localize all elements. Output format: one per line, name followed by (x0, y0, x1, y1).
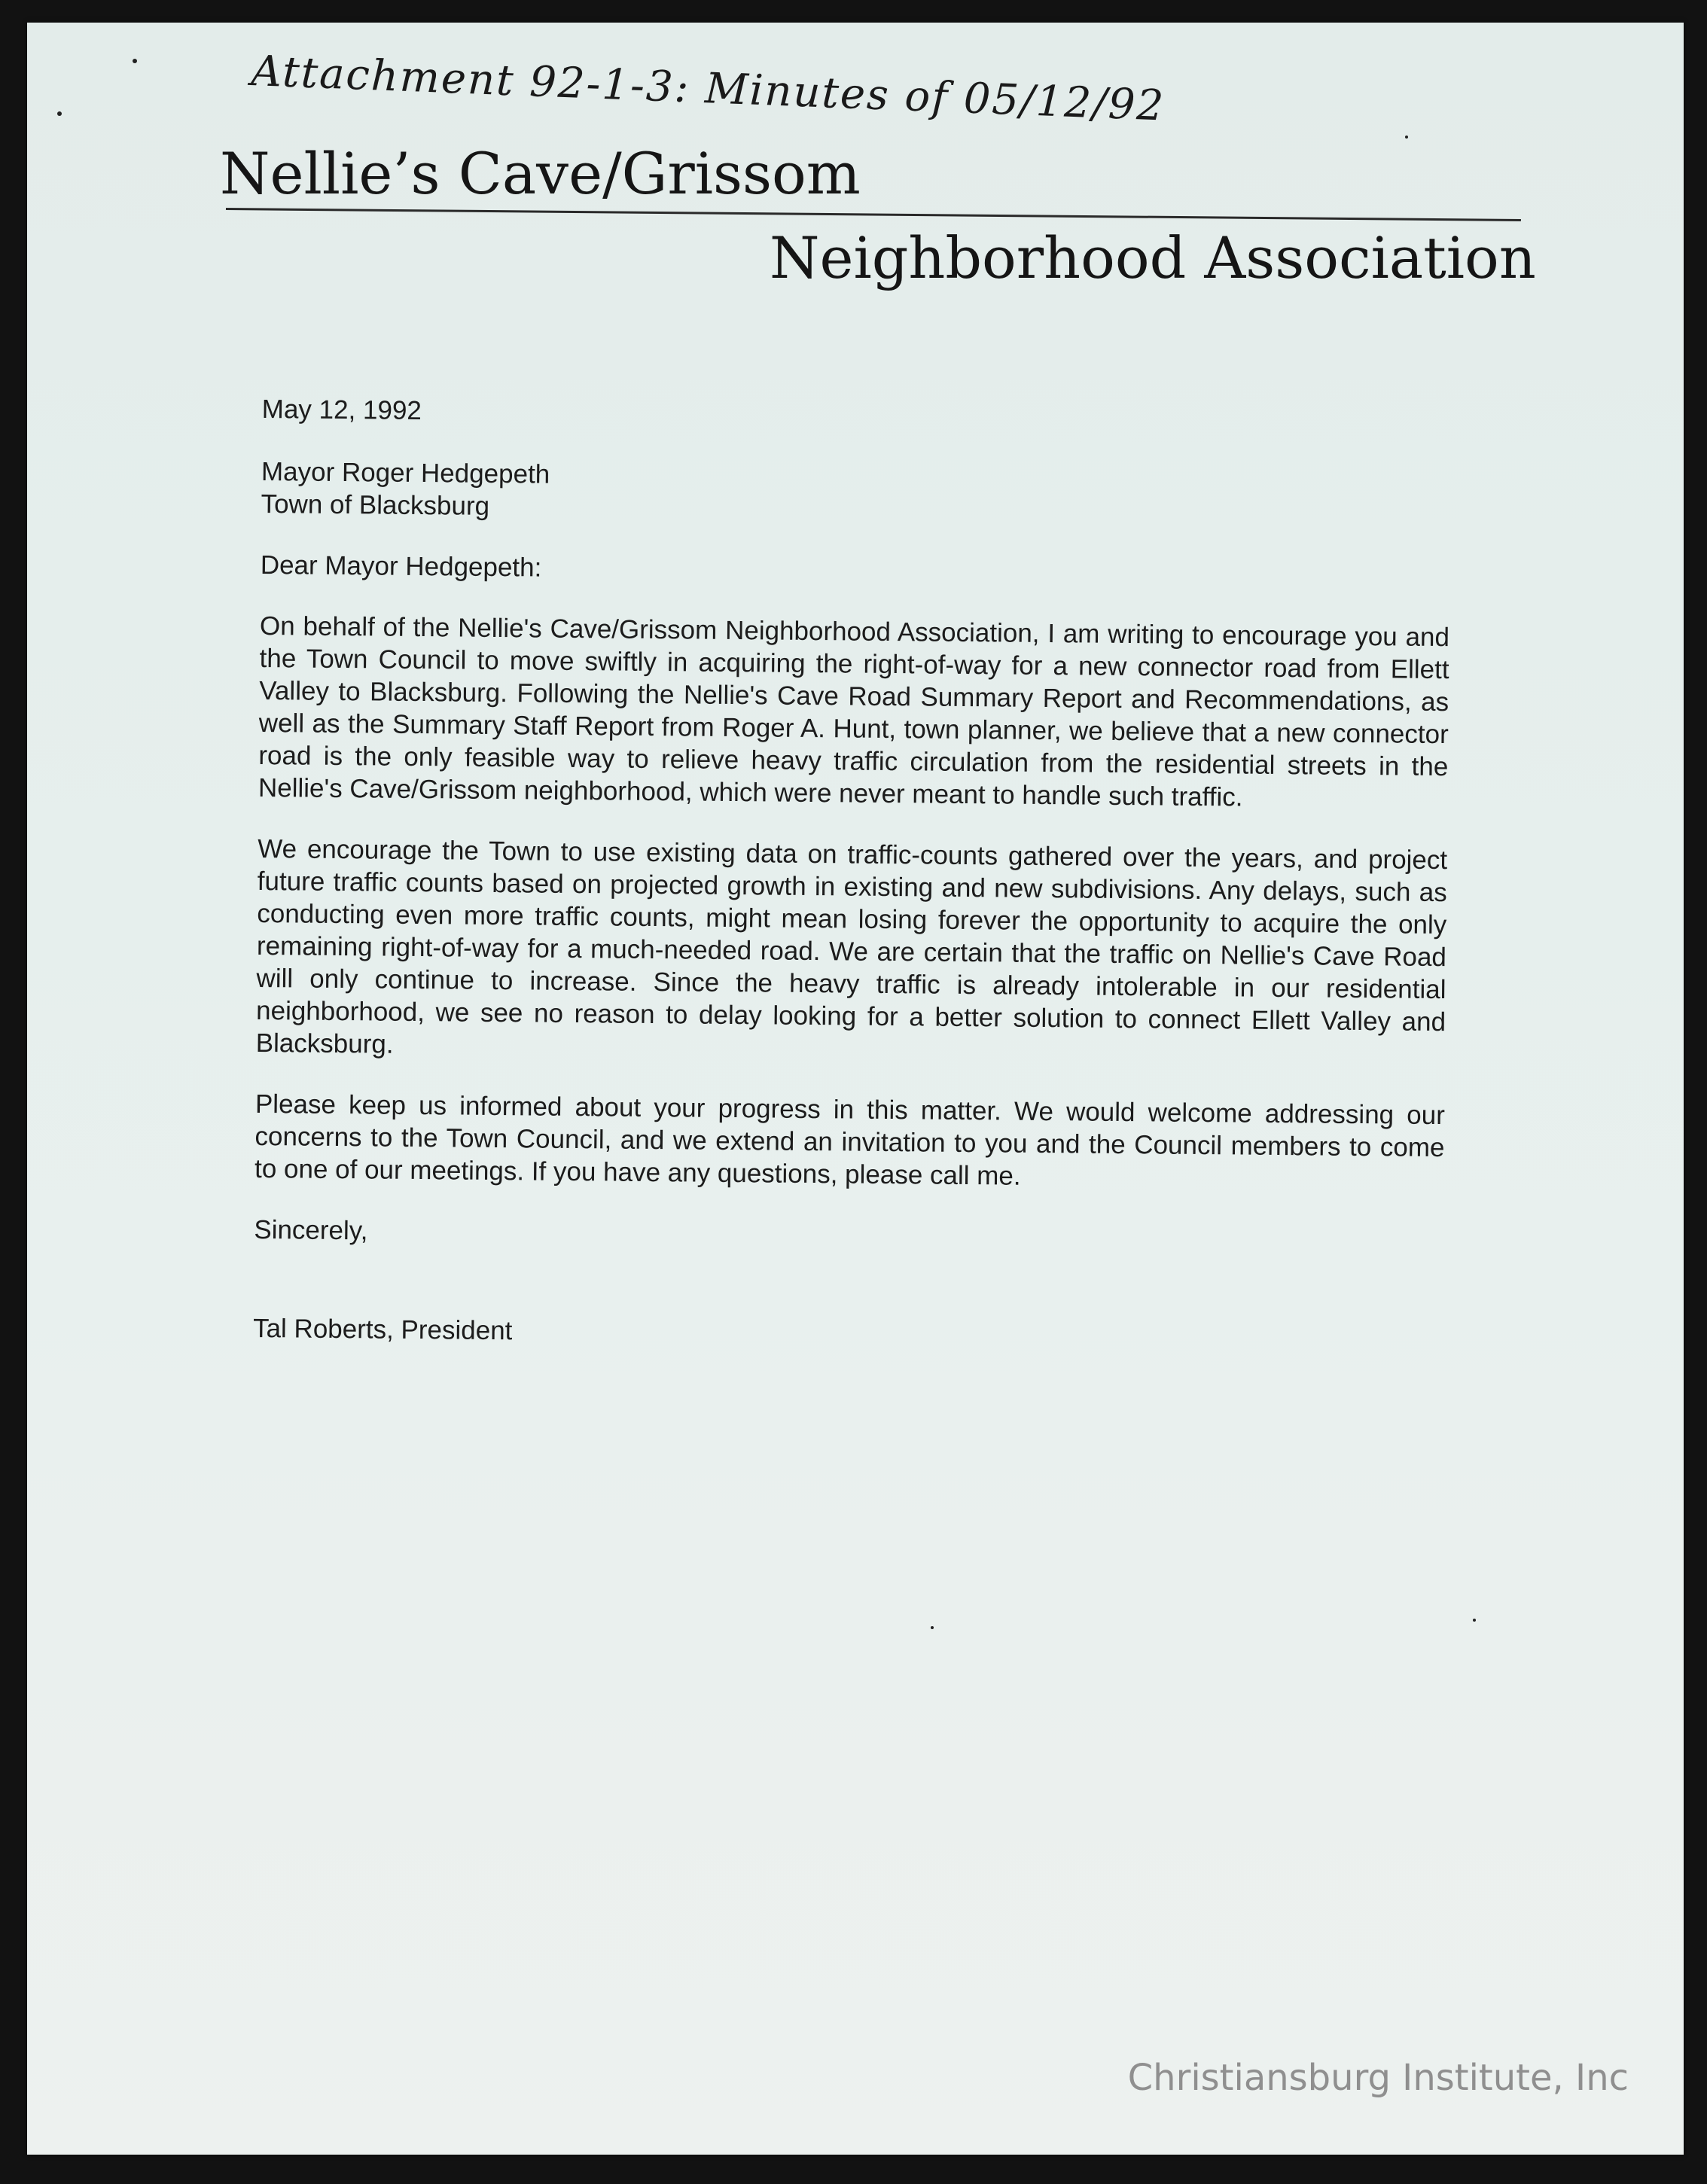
recipient-address (261, 455, 1451, 532)
letter-date: May 12, 1992 (261, 394, 422, 426)
closing: Sincerely, (254, 1214, 368, 1246)
letter-body (253, 393, 1452, 1356)
paper-speck (1405, 136, 1408, 139)
paper-speck (57, 111, 62, 116)
salutation: Dear Mayor Hedgepeth: (260, 550, 542, 583)
paper-speck (133, 59, 137, 63)
body-paragraph: We encourage the Town to use existing data on traffic-counts gathered over the years, and project future traffic counts based on projected growth in existing and new subdivisions. Any delays, such as conducting even more traffic counts, might mean losing forever the opportunity to acquire the only remaining right-of-way for a much-needed road. We are certain that the traffic on Nellie's Cave Road will only continue to increase. Since the heavy traffic is already intolerable in our residential neighborhood, we see no reason to delay looking for a better solution to connect Ellett Valley and Blacksburg. (255, 833, 1448, 1059)
letterhead-title: Nellie’s Cave/Grissom (220, 140, 861, 207)
archive-watermark: Christiansburg Institute, Inc (1127, 2057, 1629, 2099)
recipient-name: Mayor Roger Hedgepeth (261, 456, 550, 489)
body-paragraph: On behalf of the Nellie's Cave/Grissom Neighborhood Association, I am writing to encourage you and the Town Council to move swiftly in acquiring the right-of-way for a new connector road from Ellett Valley to Blacksburg. Following the Nellie's Cave Road Summary Report and Recommendations, as well as the Summary Staff Report from Roger A. Hunt, town planner, we believe that a new connector road is the only feasible way to relieve heavy traffic circulation from the residential streets in the Nellie's Cave/Grissom neighborhood, which were never meant to handle such traffic. (258, 611, 1450, 812)
paper-speck (931, 1626, 934, 1629)
handwritten-attachment-note: Attachment 92-1-3: Minutes of 05/12/92 (250, 47, 1166, 131)
body-paragraph: Please keep us informed about your progress in this matter. We would welcome addressing our concerns to the Town Council, and we extend an invitation to you and the Council members to come to one of our meetings. If you have any questions, please call me. (254, 1089, 1446, 1191)
signature-line: Tal Roberts, President (252, 1313, 513, 1346)
paper-speck (1473, 1619, 1476, 1622)
recipient-org: Town of Blacksburg (261, 489, 490, 521)
